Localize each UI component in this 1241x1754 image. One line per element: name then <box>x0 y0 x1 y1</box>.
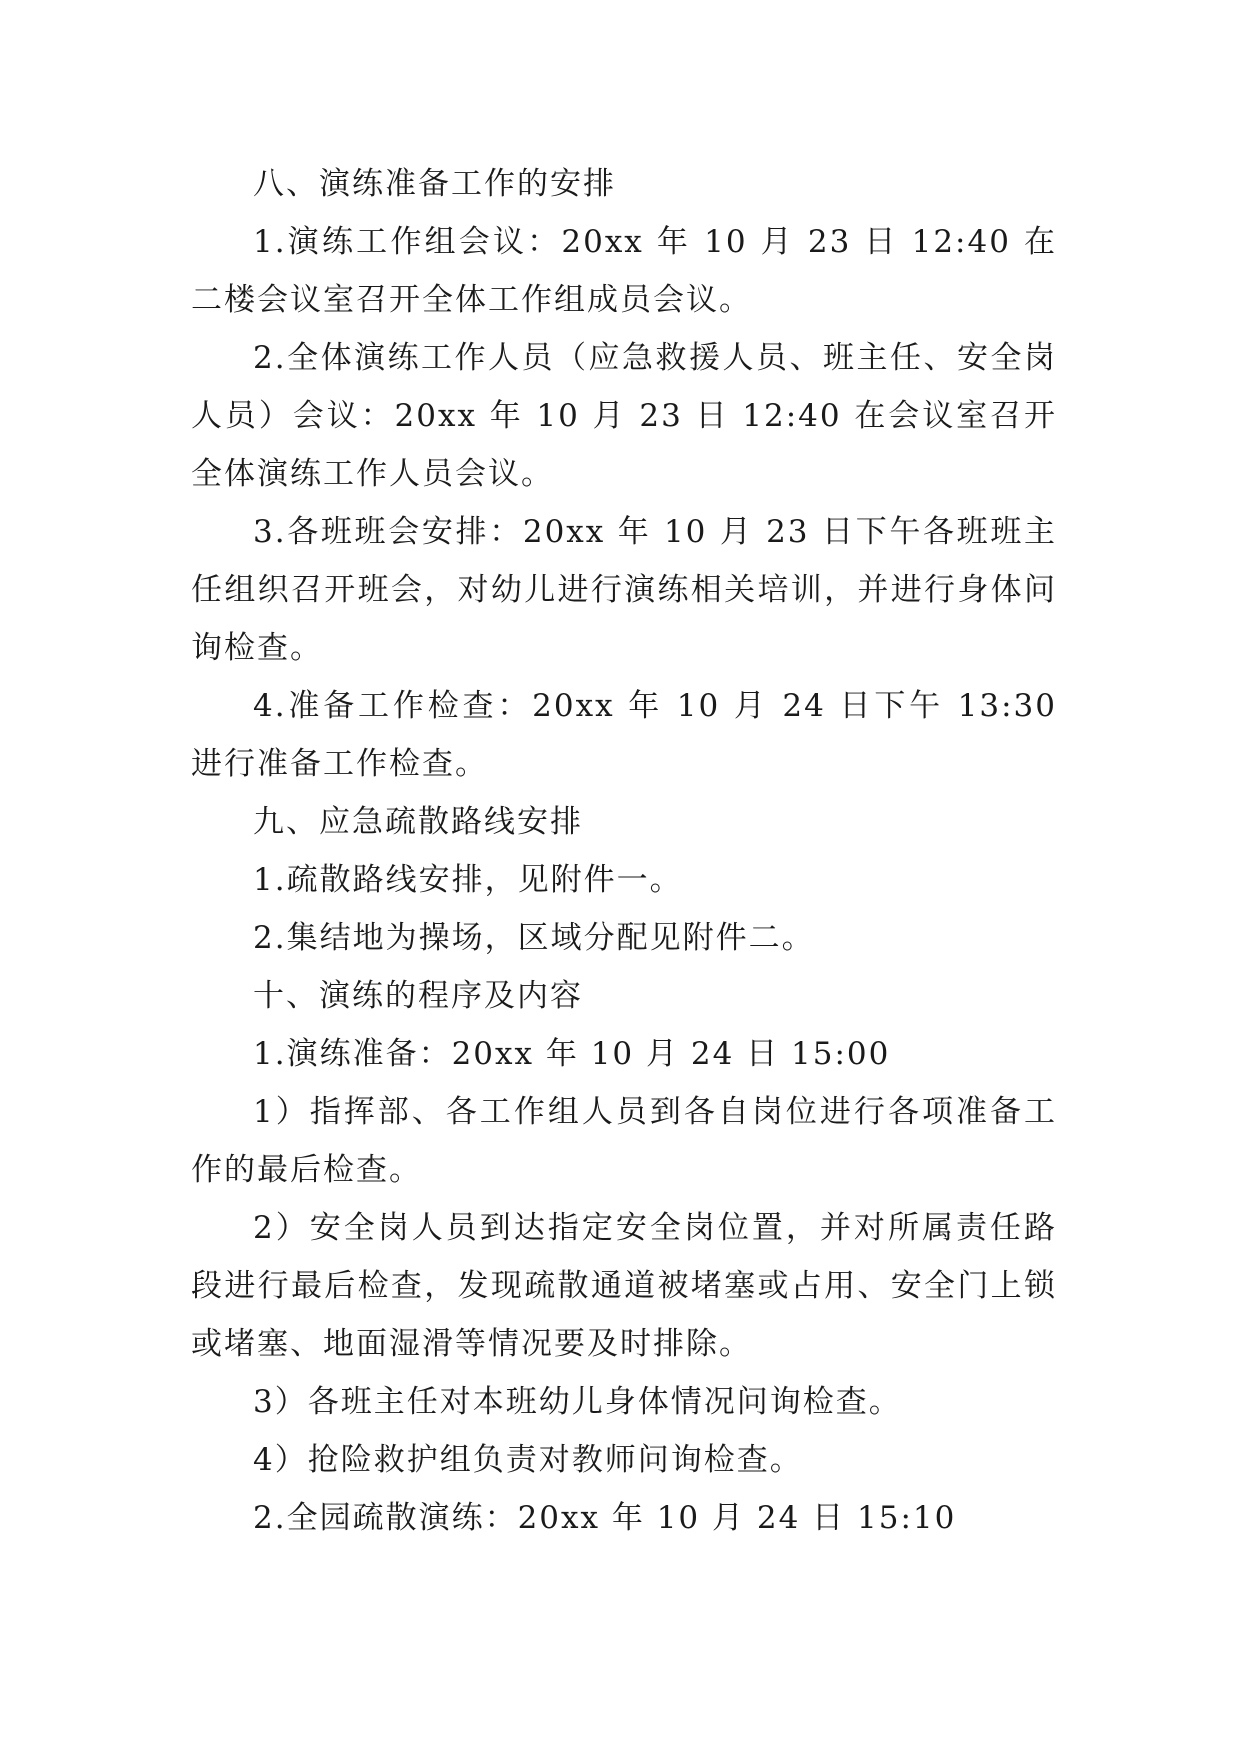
paragraph-class-meeting: 3.各班班会安排：20xx 年 10 月 23 日下午各班班主任组织召开班会，对幼儿进行演练相关培训，并进行身体问询检查。 <box>191 514 1057 666</box>
document-body <box>191 155 1057 1547</box>
section-heading-10: 十、演练的程序及内容 <box>253 978 583 1014</box>
paragraph-work-group-meeting: 1.演练工作组会议：20xx 年 10 月 23 日 12:40 在二楼会议室召开全体工作组成员会议。 <box>191 224 1057 318</box>
paragraph-evacuation-route: 1.疏散路线安排，见附件一。 <box>253 862 683 898</box>
paragraph-all-staff-meeting: 2.全体演练工作人员（应急救援人员、班主任、安全岗人员）会议：20xx 年 10 月 23 日 12:40 在会议室召开全体演练工作人员会议。 <box>191 340 1057 492</box>
list-item-2: 2）安全岗人员到达指定安全岗位置，并对所属责任路段进行最后检查，发现疏散通道被堵塞或占用、安全门上锁或堵塞、地面湿滑等情况要及时排除。 <box>191 1210 1057 1362</box>
paragraph-drill-preparation: 1.演练准备：20xx 年 10 月 24 日 15:00 <box>253 1036 891 1072</box>
paragraph-evacuation-drill: 2.全园疏散演练：20xx 年 10 月 24 日 15:10 <box>253 1500 957 1536</box>
list-item-3: 3）各班主任对本班幼儿身体情况问询检查。 <box>253 1384 902 1420</box>
section-heading-9: 九、应急疏散路线安排 <box>253 804 583 840</box>
list-item-4: 4）抢险救护组负责对教师问询检查。 <box>253 1442 803 1478</box>
paragraph-assembly-area: 2.集结地为操场，区域分配见附件二。 <box>253 920 815 956</box>
section-heading-8: 八、演练准备工作的安排 <box>253 166 616 202</box>
paragraph-preparation-check: 4.准备工作检查：20xx 年 10 月 24 日下午 13:30 进行准备工作检查。 <box>191 688 1057 782</box>
list-item-1: 1）指挥部、各工作组人员到各自岗位进行各项准备工作的最后检查。 <box>191 1094 1057 1188</box>
